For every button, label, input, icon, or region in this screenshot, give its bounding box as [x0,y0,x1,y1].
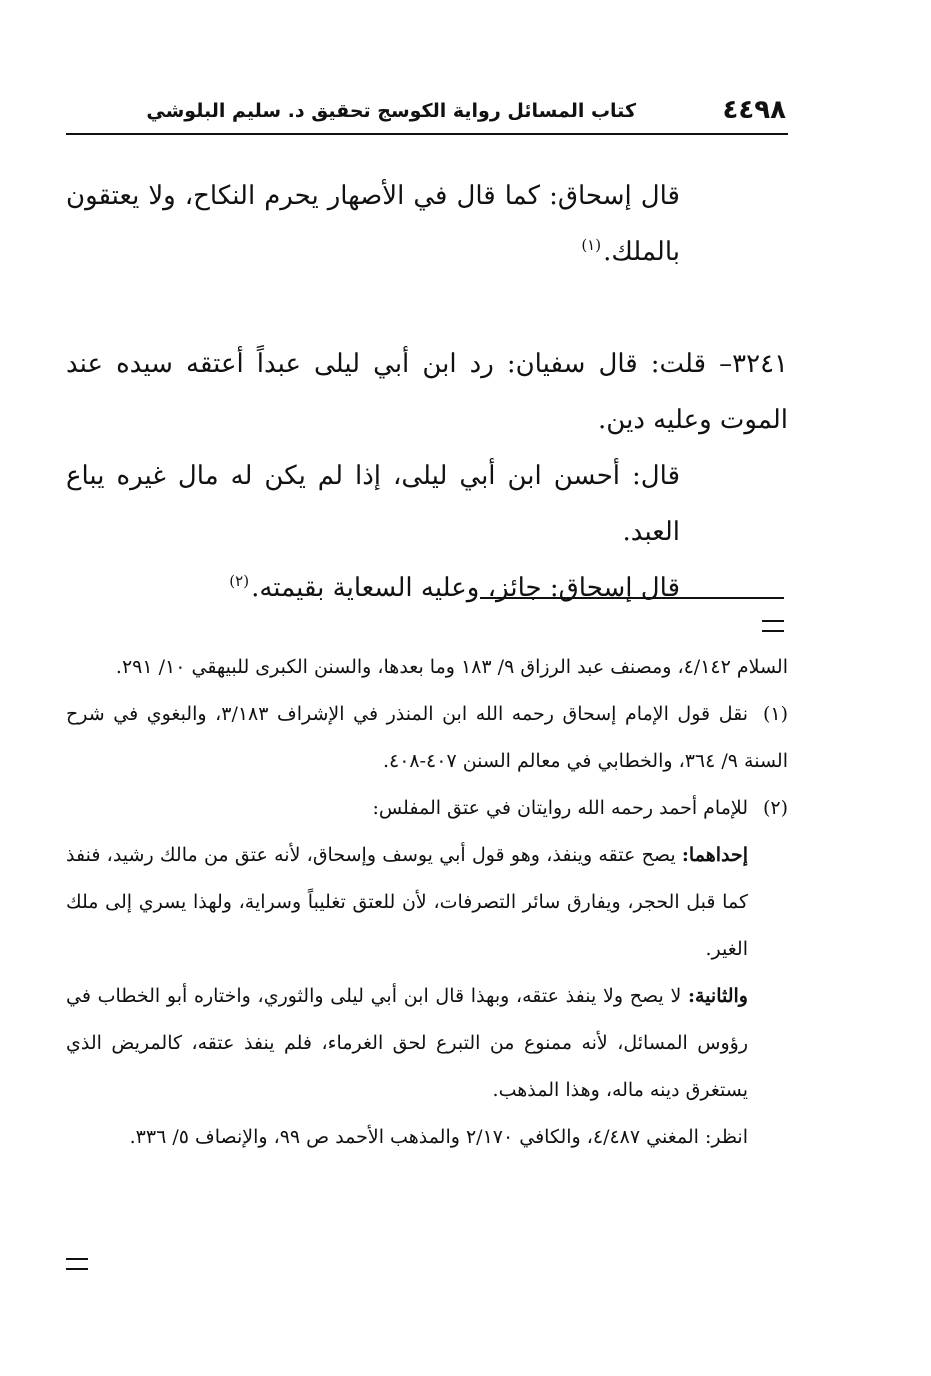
paragraph-ishaq [66,168,788,280]
issue-number: ٣٢٤١ [732,349,788,379]
running-title: كتاب المسائل رواية الكوسج تحقيق د. سليم البلوشي [146,100,636,122]
footnote-separator [480,597,784,599]
footnote-2-second-opinion [66,973,788,1114]
footnote-1 [66,691,788,785]
issue-question [66,336,788,448]
second-opinion-text: لا يصح ولا ينفذ عتقه، وبهذا قال ابن أبي ليلى والثوري، واختاره أبو الخطاب في رؤوس المسائل، لأنه ممنوع من التبرع لحق الغرماء، فلم ينفذ عتقه، كالمريض الذي يستغرق دينه ماله، وهذا المذهب. [66,985,748,1101]
footnote-2-number: (٢) [762,797,788,819]
issue-3241 [66,336,788,616]
page-number: ٤٤٩٨ [722,95,786,125]
footnote-2-text: للإمام أحمد رحمه الله روايتان في عتق المفلس: [372,797,748,819]
footnote-ref-1: (١) [581,236,602,255]
paragraph-ishaq-text: قال إسحاق: كما قال في الأصهار يحرم النكاح، ولا يعتقون بالملك. [66,181,680,267]
issue-answer-ahmad: قال: أحسن ابن أبي ليلى، إذا لم يكن له مال غيره يباع العبد. [66,461,680,547]
footnote-2 [66,785,788,832]
footnote-2-first-opinion [66,832,788,973]
issue-answer-ishaq [66,560,788,616]
issue-answer-ishaq-text: قال إسحاق: جائز، وعليه السعاية بقيمته. [251,573,680,603]
footnote-continuation: السلام ٤/١٤٢، ومصنف عبد الرزاق ٩/ ١٨٣ وما بعدها، والسنن الكبرى للبيهقي ١٠/ ٢٩١. [115,656,788,678]
header-rule [66,133,788,135]
footnotes [66,644,788,1161]
first-opinion-label: إحداهما: [681,844,749,866]
first-opinion-text: يصح عتقه وينفذ، وهو قول أبي يوسف وإسحاق، لأنه عتق من مالك رشيد، فنفذ كما قبل الحجر، ويفارق سائر التصرفات، لأن للعتق تغليباً وسراية، ولهذا يسري إلى ملك الغير. [66,844,748,960]
second-opinion-label: والثانية: [687,985,748,1007]
continuation-mark-bottom [66,1258,88,1270]
footnote-1-number: (١) [762,703,788,725]
main-text [66,168,788,616]
footnote-ref-2: (٢) [229,572,250,591]
page-header [66,90,786,130]
issue-question-text: – قلت: قال سفيان: رد ابن أبي ليلى عبداً أعتقه سيده عند الموت وعليه دين. [66,349,788,435]
footnote-2-references: انظر: المغني ٤/٤٨٧، والكافي ٢/١٧٠ والمذهب الأحمد ص ٩٩، والإنصاف ٥/ ٣٣٦. [129,1126,748,1148]
continuation-mark-top [762,620,784,632]
footnote-1-text: نقل قول الإمام إسحاق رحمه الله ابن المنذر في الإشراف ٣/١٨٣، والبغوي في شرح السنة ٩/ ٣٦٤، والخطابي في معالم السنن ٤٠٧-٤٠٨. [66,703,788,772]
